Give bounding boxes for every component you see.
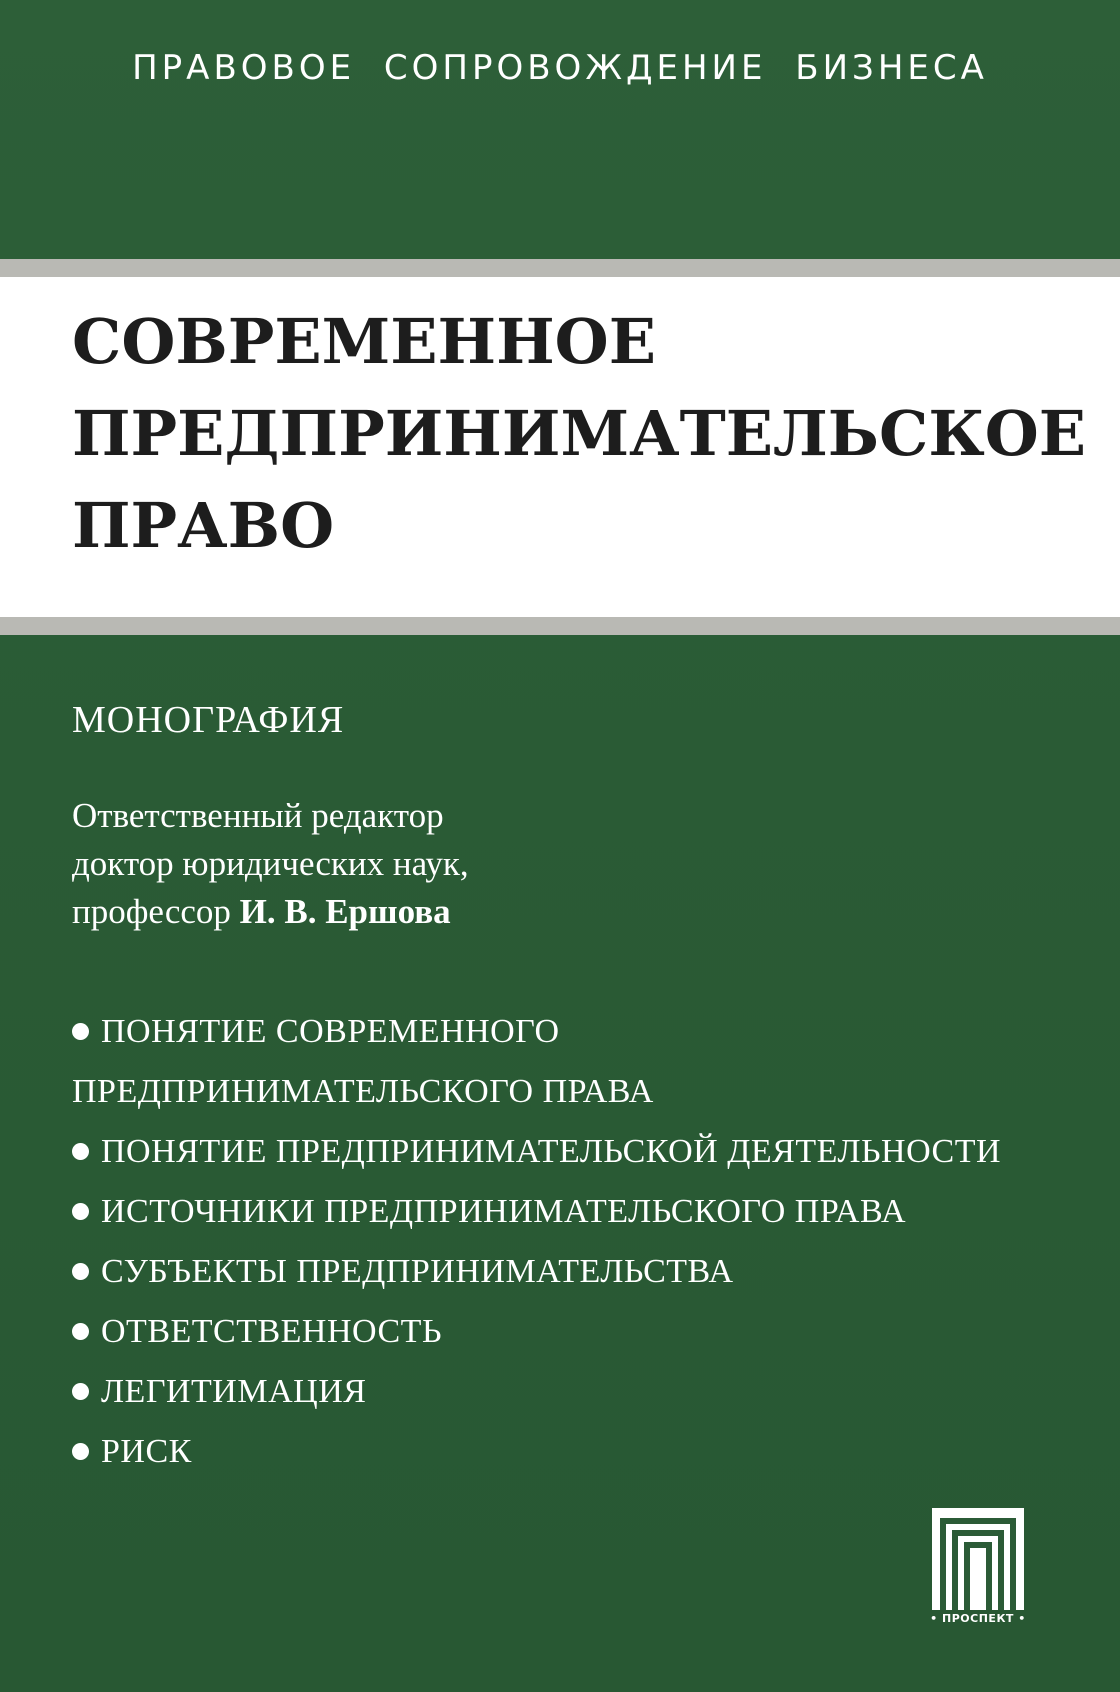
bullet-icon xyxy=(72,1443,89,1460)
editor-block xyxy=(72,792,972,936)
topics-list xyxy=(72,1002,1092,1482)
bullet-icon xyxy=(72,1023,89,1040)
topic-item xyxy=(72,1122,1092,1182)
bullet-icon xyxy=(72,1383,89,1400)
topic-item-continuation xyxy=(72,1062,1092,1122)
bullet-icon xyxy=(72,1143,89,1160)
topic-item xyxy=(72,1302,1092,1362)
editor-role: Ответственный редактор xyxy=(72,796,444,835)
bullet-icon xyxy=(72,1203,89,1220)
bullet-icon xyxy=(72,1323,89,1340)
editor-name: И. В. Ершова xyxy=(239,892,451,931)
bullet-icon xyxy=(72,1263,89,1280)
series-title: ПРАВОВОЕ СОПРОВОЖДЕНИЕ БИЗНЕСА xyxy=(132,48,988,88)
book-title xyxy=(72,296,1092,572)
genre-label: МОНОГРАФИЯ xyxy=(72,699,345,741)
topic-text: СУБЪЕКТЫ ПРЕДПРИНИМАТЕЛЬСТВА xyxy=(101,1253,734,1290)
topic-item xyxy=(72,1362,1092,1422)
topic-text: ОТВЕТСТВЕННОСТЬ xyxy=(101,1313,442,1350)
topic-item xyxy=(72,1242,1092,1302)
topic-item xyxy=(72,1182,1092,1242)
topic-text: РИСК xyxy=(101,1433,192,1470)
title-line-3: ПРАВО xyxy=(72,489,335,562)
topic-text: ПОНЯТИЕ СОВРЕМЕННОГО xyxy=(101,1013,560,1050)
title-line-2: ПРЕДПРИНИМАТЕЛЬСКОЕ xyxy=(72,397,1086,470)
topic-text: ИСТОЧНИКИ ПРЕДПРИНИМАТЕЛЬСКОГО ПРАВА xyxy=(101,1193,907,1230)
topic-text: ПРЕДПРИНИМАТЕЛЬСКОГО ПРАВА xyxy=(72,1073,654,1110)
topic-item xyxy=(72,1002,1092,1062)
publisher-name: • ПРОСПЕКТ • xyxy=(930,1612,1026,1625)
title-band-bottom-edge xyxy=(0,617,1120,635)
topic-text: ЛЕГИТИМАЦИЯ xyxy=(101,1373,367,1410)
title-band-top-edge xyxy=(0,259,1120,277)
publisher-logo-icon xyxy=(932,1508,1024,1610)
editor-title-line xyxy=(72,888,972,936)
editor-degree: доктор юридических наук, xyxy=(72,844,469,883)
topic-text: ПОНЯТИЕ ПРЕДПРИНИМАТЕЛЬСКОЙ ДЕЯТЕЛЬНОСТИ xyxy=(101,1133,1002,1170)
topic-item xyxy=(72,1422,1092,1482)
title-line-1: СОВРЕМЕННОЕ xyxy=(72,305,656,378)
editor-rank: профессор xyxy=(72,892,231,931)
